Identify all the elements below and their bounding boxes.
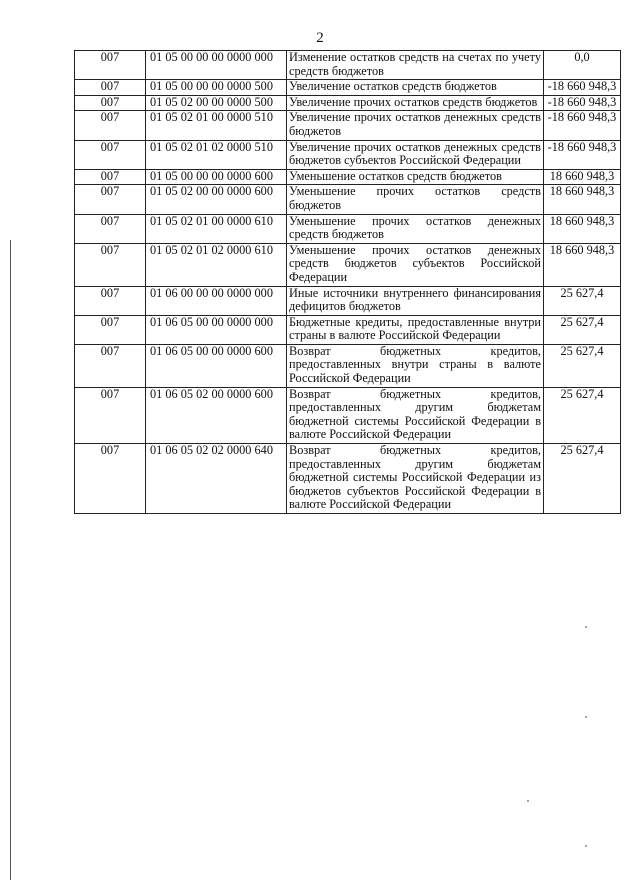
- scan-edge-line: [10, 240, 11, 880]
- budget-code-cell: 01 05 02 01 02 0000 510: [146, 140, 287, 169]
- table-row: [75, 140, 621, 169]
- budget-code-cell: 01 05 00 00 00 0000 000: [146, 51, 287, 80]
- budget-code-cell: 01 05 02 01 02 0000 610: [146, 243, 287, 286]
- table-row: [75, 95, 621, 111]
- admin-code-cell: 007: [75, 140, 146, 169]
- amount-cell: 18 660 948,3: [544, 169, 621, 185]
- item-name-cell: Увеличение прочих остатков средств бюджетов: [287, 95, 544, 111]
- page-number: 2: [316, 30, 324, 46]
- item-name-cell: Изменение остатков средств на счетах по учету средств бюджетов: [287, 51, 544, 80]
- budget-code-cell: 01 05 02 00 00 0000 500: [146, 95, 287, 111]
- item-name-cell: Бюджетные кредиты, предоставленные внутри страны в валюте Российской Федерации: [287, 315, 544, 344]
- item-name-cell: Возврат бюджетных кредитов, предоставленных внутри страны в валюте Российской Федерации: [287, 344, 544, 387]
- table-row: [75, 214, 621, 243]
- amount-cell: 25 627,4: [544, 344, 621, 387]
- budget-code-cell: 01 06 05 00 00 0000 600: [146, 344, 287, 387]
- admin-code-cell: 007: [75, 169, 146, 185]
- item-name-cell: Уменьшение прочих остатков средств бюджетов: [287, 185, 544, 214]
- item-name-cell: Возврат бюджетных кредитов, предоставленных другим бюджетам бюджетной системы Российской Федерации в валюте Российской Федерации: [287, 387, 544, 443]
- admin-code-cell: 007: [75, 51, 146, 80]
- table-row: [75, 387, 621, 443]
- amount-cell: -18 660 948,3: [544, 111, 621, 140]
- budget-code-cell: 01 05 02 00 00 0000 600: [146, 185, 287, 214]
- budget-code-cell: 01 05 02 01 00 0000 610: [146, 214, 287, 243]
- amount-cell: 18 660 948,3: [544, 214, 621, 243]
- amount-cell: 18 660 948,3: [544, 243, 621, 286]
- table-row: [75, 243, 621, 286]
- item-name-cell: Увеличение остатков средств бюджетов: [287, 80, 544, 96]
- amount-cell: 25 627,4: [544, 387, 621, 443]
- admin-code-cell: 007: [75, 387, 146, 443]
- table-row: [75, 185, 621, 214]
- scan-speck: [585, 845, 587, 847]
- table-row: [75, 286, 621, 315]
- admin-code-cell: 007: [75, 344, 146, 387]
- table-row: [75, 344, 621, 387]
- table-row: [75, 169, 621, 185]
- amount-cell: 25 627,4: [544, 286, 621, 315]
- item-name-cell: Увеличение прочих остатков денежных средств бюджетов: [287, 111, 544, 140]
- admin-code-cell: 007: [75, 185, 146, 214]
- table-row: [75, 80, 621, 96]
- table-row: [75, 111, 621, 140]
- admin-code-cell: 007: [75, 80, 146, 96]
- admin-code-cell: 007: [75, 286, 146, 315]
- admin-code-cell: 007: [75, 315, 146, 344]
- budget-sources-table: [74, 50, 621, 514]
- admin-code-cell: 007: [75, 95, 146, 111]
- budget-code-cell: 01 06 05 00 00 0000 000: [146, 315, 287, 344]
- budget-code-cell: 01 06 05 02 02 0000 640: [146, 444, 287, 514]
- table-row: [75, 315, 621, 344]
- table-body: [75, 51, 621, 514]
- item-name-cell: Иные источники внутреннего финансирования дефицитов бюджетов: [287, 286, 544, 315]
- amount-cell: -18 660 948,3: [544, 95, 621, 111]
- amount-cell: 25 627,4: [544, 444, 621, 514]
- scan-speck: [527, 800, 529, 802]
- budget-code-cell: 01 06 00 00 00 0000 000: [146, 286, 287, 315]
- amount-cell: 25 627,4: [544, 315, 621, 344]
- budget-code-cell: 01 05 00 00 00 0000 600: [146, 169, 287, 185]
- item-name-cell: Увеличение прочих остатков денежных средств бюджетов субъектов Российской Федерации: [287, 140, 544, 169]
- admin-code-cell: 007: [75, 243, 146, 286]
- amount-cell: -18 660 948,3: [544, 140, 621, 169]
- scan-speck: [585, 716, 587, 718]
- amount-cell: 18 660 948,3: [544, 185, 621, 214]
- item-name-cell: Возврат бюджетных кредитов, предоставленных другим бюджетам бюджетной системы Российской Федерации из бюджетов субъектов Российской Федерации в валюте Российской Федерации: [287, 444, 544, 514]
- item-name-cell: Уменьшение остатков средств бюджетов: [287, 169, 544, 185]
- scan-speck: [585, 626, 587, 628]
- admin-code-cell: 007: [75, 214, 146, 243]
- admin-code-cell: 007: [75, 444, 146, 514]
- amount-cell: -18 660 948,3: [544, 80, 621, 96]
- budget-code-cell: 01 05 00 00 00 0000 500: [146, 80, 287, 96]
- budget-code-cell: 01 06 05 02 00 0000 600: [146, 387, 287, 443]
- table-row: [75, 444, 621, 514]
- item-name-cell: Уменьшение прочих остатков денежных средств бюджетов: [287, 214, 544, 243]
- admin-code-cell: 007: [75, 111, 146, 140]
- table-row: [75, 51, 621, 80]
- amount-cell: 0,0: [544, 51, 621, 80]
- budget-code-cell: 01 05 02 01 00 0000 510: [146, 111, 287, 140]
- item-name-cell: Уменьшение прочих остатков денежных средств бюджетов субъектов Российской Федерации: [287, 243, 544, 286]
